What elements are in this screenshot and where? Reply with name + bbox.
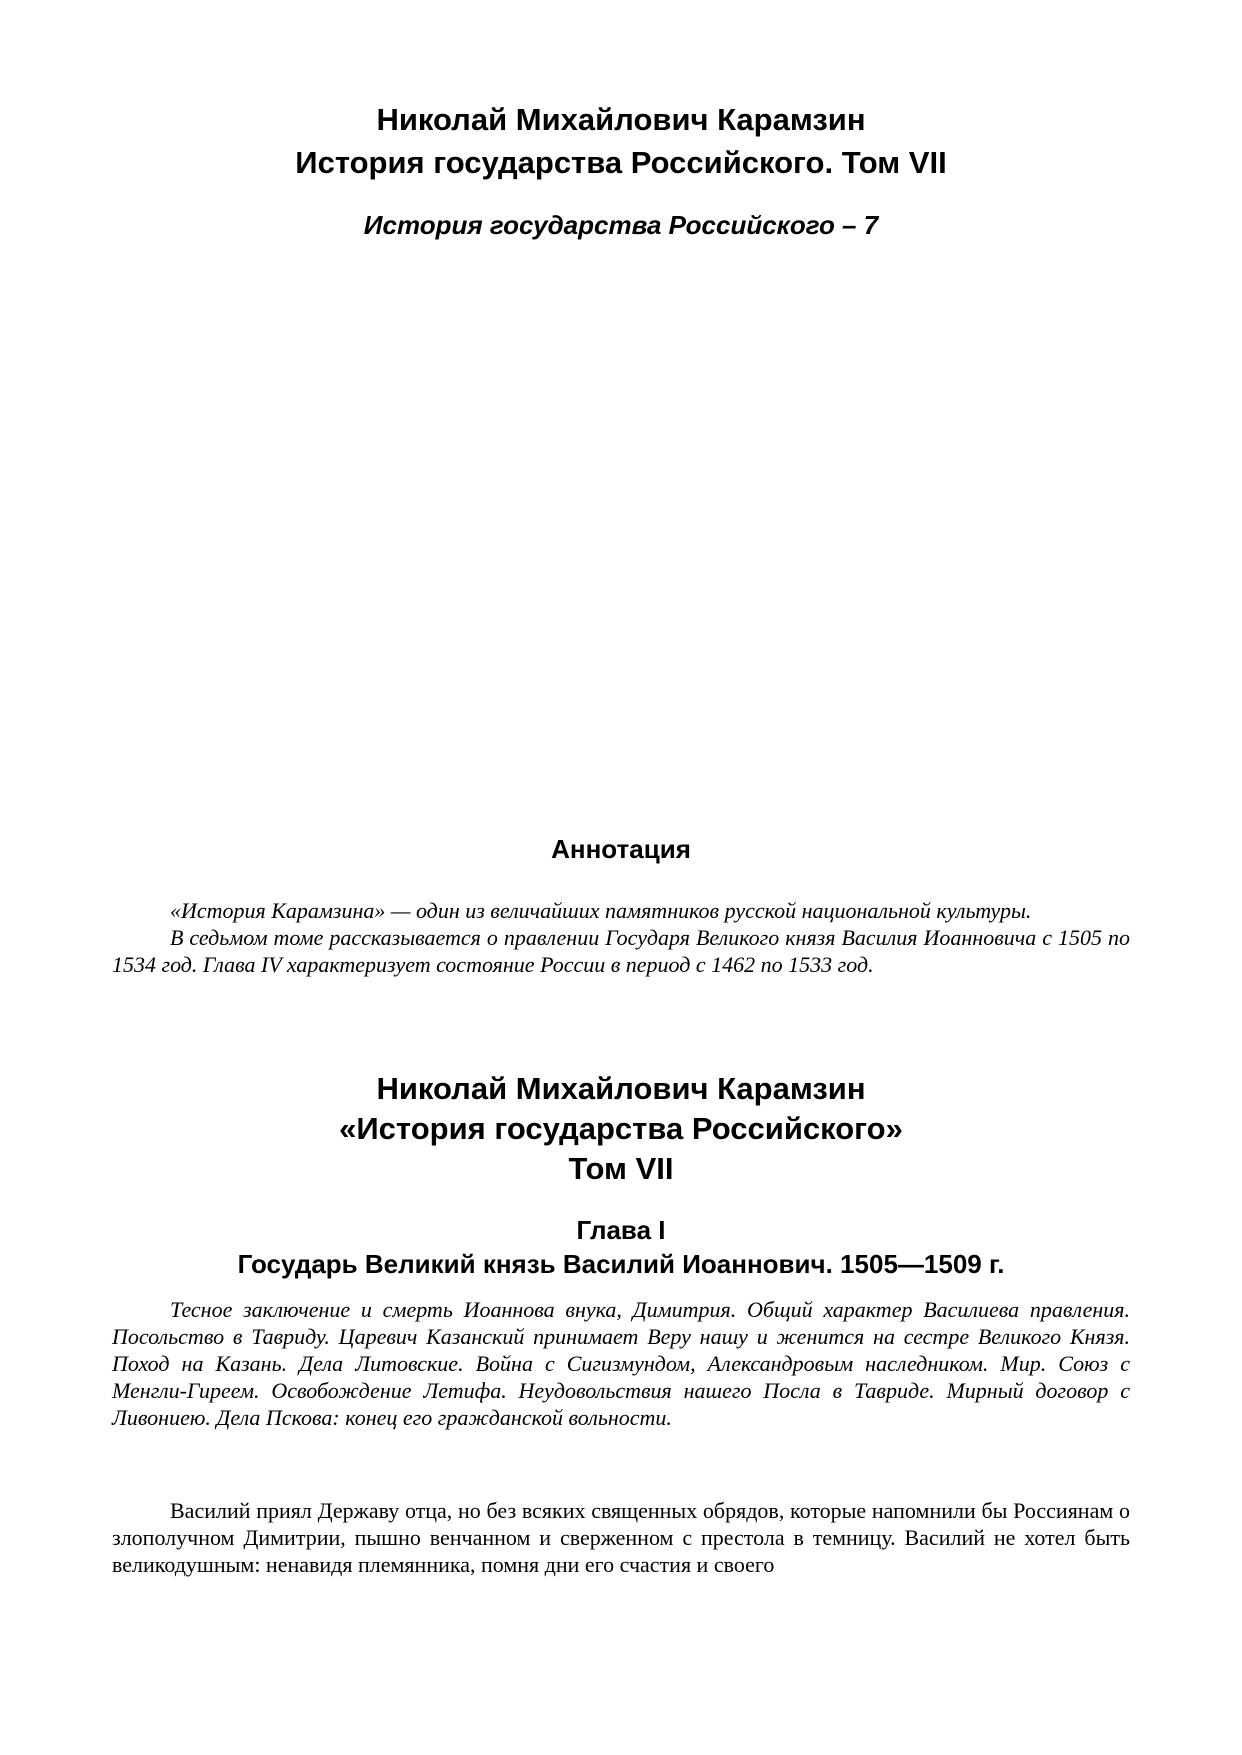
annotation-paragraph: «История Карамзина» — один из величайших памятников русской национальной культуры. bbox=[170, 898, 1032, 923]
chapter-title: Государь Великий князь Василий Иоаннович. 1505—1509 г. bbox=[237, 1249, 1005, 1279]
book-heading-title: «История государства Российского» bbox=[339, 1111, 903, 1146]
title-author: Николай Михайлович Карамзин bbox=[376, 102, 866, 137]
annotation-heading: Аннотация bbox=[551, 834, 691, 864]
title-book: История государства Российского. Том VII bbox=[295, 145, 947, 180]
title-block bbox=[112, 98, 1130, 184]
book-heading-volume: Том VII bbox=[568, 1151, 674, 1186]
chapter-summary bbox=[112, 1296, 1130, 1431]
book-heading-author: Николай Михайлович Карамзин bbox=[376, 1071, 866, 1106]
body-paragraph: Василий приял Державу отца, но без всяких священных обрядов, которые напомнили бы Россиянам о злополучном Димитрии, пышно венчанном и сверженном с престола в темницу. Василий не хотел быть великодушным: ненавидя племянника, помня дни его счастия и своего bbox=[112, 1498, 1130, 1577]
book-heading bbox=[112, 1069, 1130, 1189]
chapter-number: Глава I bbox=[576, 1215, 666, 1245]
series-title: История государства Российского – 7 bbox=[363, 210, 879, 240]
annotation-text bbox=[112, 897, 1130, 978]
chapter-heading bbox=[112, 1213, 1130, 1281]
annotation-paragraph: В седьмом томе рассказывается о правлении Государя Великого князя Василия Иоанновича с 1505 по 1534 год. Глава IV характеризует состояние России в период с 1462 по 1533 год. bbox=[112, 925, 1130, 977]
chapter-summary-paragraph: Тесное заключение и смерть Иоаннова внука, Димитрия. Общий характер Василиева правления. Посольство в Тавриду. Царевич Казанский принимает Веру нашу и женится на сестре Великого Князя. Поход на Казань. Дела Литовские. Война с Сигизмундом, Александровым наследником. Мир. Союз с Менгли-Гиреем. Освобождение Летифа. Неудовольствия нашего Посла в Тавриде. Мирный договор с Ливониею. Дела Пскова: конец его гражданской вольности. bbox=[112, 1297, 1130, 1430]
chapter-body bbox=[112, 1497, 1130, 1578]
